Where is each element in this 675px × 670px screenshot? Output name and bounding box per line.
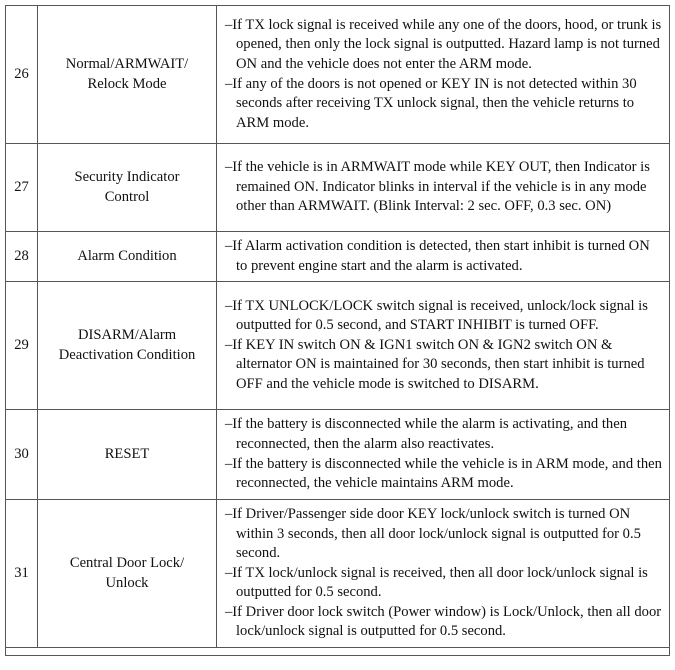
table-row-empty bbox=[6, 648, 670, 656]
table-body bbox=[6, 6, 670, 656]
function-spec-table bbox=[5, 5, 670, 656]
table-row bbox=[6, 144, 670, 232]
function-description-cell bbox=[217, 410, 670, 500]
function-name-cell bbox=[38, 6, 217, 144]
function-description-cell bbox=[217, 144, 670, 232]
function-name-cell bbox=[38, 500, 217, 648]
row-number: 26 bbox=[6, 6, 38, 144]
function-name-line: Control bbox=[104, 188, 150, 205]
function-name-line: Unlock bbox=[105, 574, 149, 591]
function-description-cell bbox=[217, 232, 670, 282]
function-name-line: Deactivation Condition bbox=[58, 346, 196, 363]
description-item: –If any of the doors is not opened or KEY IN is not detected within 30 seconds after receiving TX unlock signal, then the vehicle returns to ARM mode. bbox=[225, 75, 637, 131]
function-name-cell bbox=[38, 144, 217, 232]
description-item: –If Driver/Passenger side door KEY lock/unlock switch is turned ON within 3 seconds, then all door lock/unlock signal is outputted for 0.5 second. bbox=[225, 505, 641, 562]
description-item: –If TX lock signal is received while any one of the doors, hood, or trunk is opened, then only the lock signal is outputted. Hazard lamp is not turned ON and the vehicle does not enter the ARM mode. bbox=[225, 16, 662, 72]
description-item: –If KEY IN switch ON & IGN1 switch ON & IGN2 switch ON & alternator ON is maintained for 30 seconds, then start inhibit is turned OFF and the vehicle mode is switched to DISARM. bbox=[225, 336, 645, 392]
description-item: –If the battery is disconnected while the vehicle is in ARM mode, and then reconnected, the vehicle maintains ARM mode. bbox=[225, 455, 662, 492]
function-name-line: Security Indicator bbox=[74, 168, 180, 185]
table-row bbox=[6, 410, 670, 500]
function-description-cell bbox=[217, 6, 670, 144]
table-row bbox=[6, 6, 670, 144]
row-number: 31 bbox=[6, 500, 38, 648]
function-name-line: DISARM/Alarm bbox=[77, 326, 177, 343]
function-name-cell bbox=[38, 232, 217, 282]
function-description-cell bbox=[217, 500, 670, 648]
empty-cell bbox=[6, 648, 670, 656]
function-name-line: Relock Mode bbox=[87, 75, 167, 92]
table-row bbox=[6, 232, 670, 282]
function-description-cell bbox=[217, 282, 670, 410]
function-name-line: Normal/ARMWAIT/ bbox=[65, 55, 189, 72]
description-item: –If TX lock/unlock signal is received, then all door lock/unlock signal is outputted for 0.5 second. bbox=[225, 564, 648, 601]
table-row bbox=[6, 282, 670, 410]
function-name-line: Alarm Condition bbox=[77, 247, 177, 264]
function-name-line: Central Door Lock/ bbox=[69, 554, 185, 571]
description-item: –If the vehicle is in ARMWAIT mode while KEY OUT, then Indicator is remained ON. Indicator blinks in interval if the vehicle is in any mode other than ARMWAIT. (Blink Interval: 2 sec. OFF, 0.3 sec. ON) bbox=[225, 159, 650, 215]
function-name-cell bbox=[38, 282, 217, 410]
row-number: 29 bbox=[6, 282, 38, 410]
description-item: –If Alarm activation condition is detected, then start inhibit is turned ON to prevent engine start and the alarm is activated. bbox=[225, 237, 650, 274]
row-number: 27 bbox=[6, 144, 38, 232]
function-name-cell bbox=[38, 410, 217, 500]
row-number: 28 bbox=[6, 232, 38, 282]
row-number: 30 bbox=[6, 410, 38, 500]
description-item: –If TX UNLOCK/LOCK switch signal is received, unlock/lock signal is outputted for 0.5 second, and START INHIBIT is turned OFF. bbox=[225, 297, 648, 334]
table-row bbox=[6, 500, 670, 648]
description-item: –If the battery is disconnected while the alarm is activating, and then reconnected, then the alarm also reactivates. bbox=[225, 416, 628, 452]
function-name-line: RESET bbox=[104, 445, 150, 462]
description-item: –If Driver door lock switch (Power window) is Lock/Unlock, then all door lock/unlock signal is outputted for 0.5 second. bbox=[225, 603, 662, 640]
